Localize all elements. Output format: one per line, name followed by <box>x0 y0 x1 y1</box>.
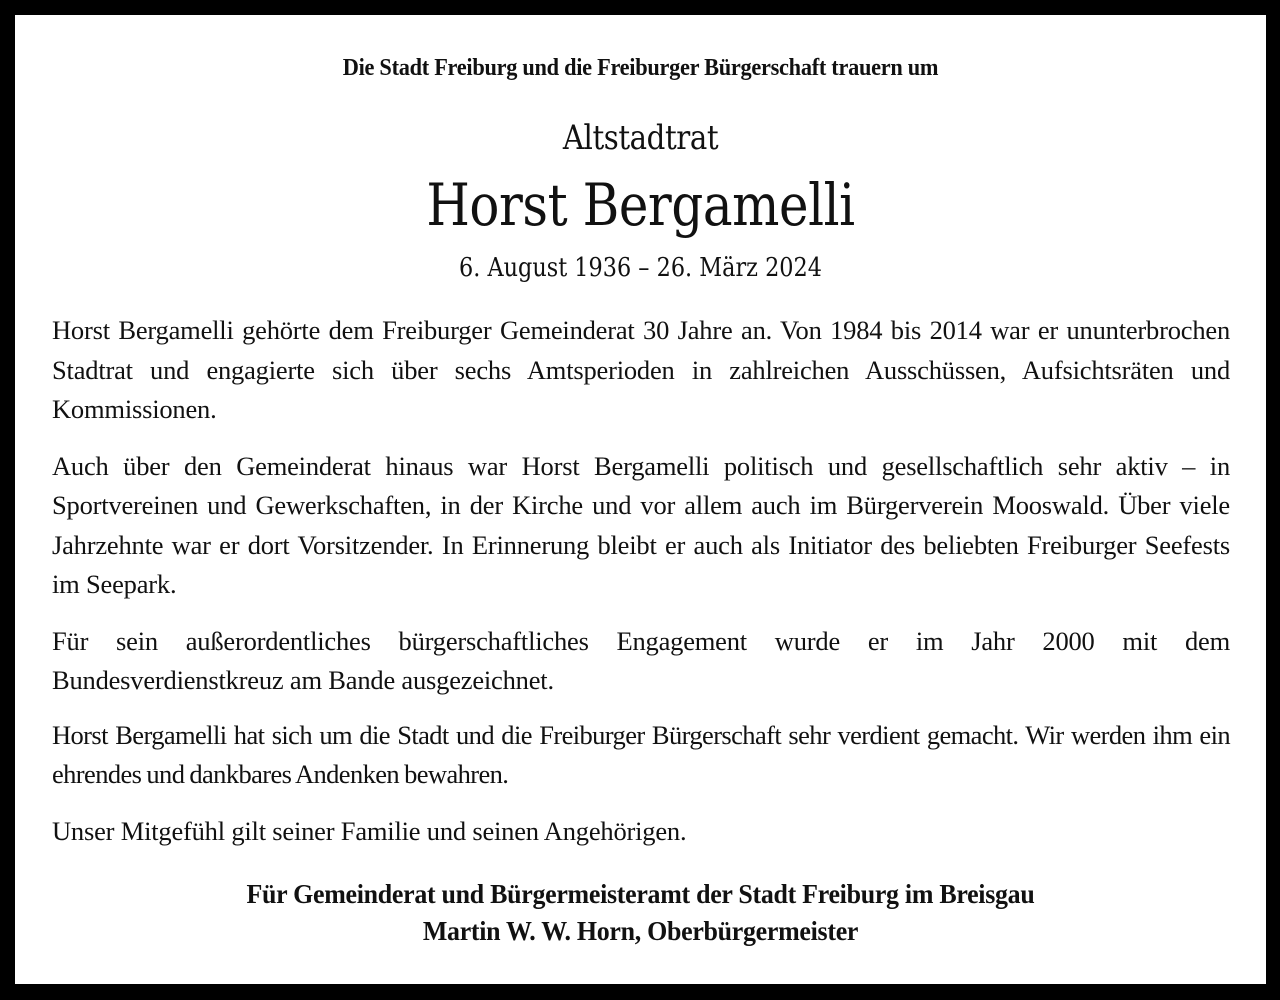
signature-mayor: Martin W. W. Horn, Oberbürgermeister <box>422 916 859 946</box>
life-dates: 6. August 1936 – 26. März 2024 <box>459 253 822 283</box>
body-text <box>52 311 1230 868</box>
paragraph-council-service: Horst Bergamelli gehörte dem Freiburger Gemeinderat 30 Jahre an. Von 1984 bis 2014 war er ununterbrochen Stadtrat und engagierte sich über sechs Amtsperioden in zahlreichen Ausschüssen, Aufsichtsräten und Kommissionen. <box>52 315 1230 424</box>
deceased-name: Horst Bergamelli <box>426 171 855 239</box>
paragraph-award: Für sein außerordentliches bürgerschaftliches Engagement wurde er im Jahr 2000 mit dem Bundesverdienstkreuz am Bande ausgezeichnet. <box>52 625 1230 695</box>
paragraph-condolences: Unser Mitgefühl gilt seiner Familie und seinen Angehörigen. <box>52 815 687 846</box>
honorary-title: Altstadtrat <box>562 118 719 158</box>
signature-block <box>15 876 1266 950</box>
intro-line: Die Stadt Freiburg und die Freiburger Bürgerschaft trauern um <box>342 55 939 81</box>
paragraph-civic-engagement: Auch über den Gemeinderat hinaus war Horst Bergamelli politisch und gesellschaftlich sehr aktiv – in Sportvereinen und Gewerkschaften, in der Kirche und vor allem auch im Bürgerverein Mooswald. Über viele Jahrzehnte war er dort Vorsitzender. In Erinnerung bleibt er auch als Initiator des beliebten Freiburger Seefests im Seepark. <box>52 450 1230 599</box>
obituary-notice <box>15 15 1266 984</box>
signature-organization: Für Gemeinderat und Bürgermeisteramt der Stadt Freiburg im Breisgau <box>246 879 1035 909</box>
paragraph-tribute: Horst Bergamelli hat sich um die Stadt und die Freiburger Bürgerschaft sehr verdient gemacht. Wir werden ihm ein ehrendes und dankbares Andenken bewahren. <box>52 719 1230 789</box>
